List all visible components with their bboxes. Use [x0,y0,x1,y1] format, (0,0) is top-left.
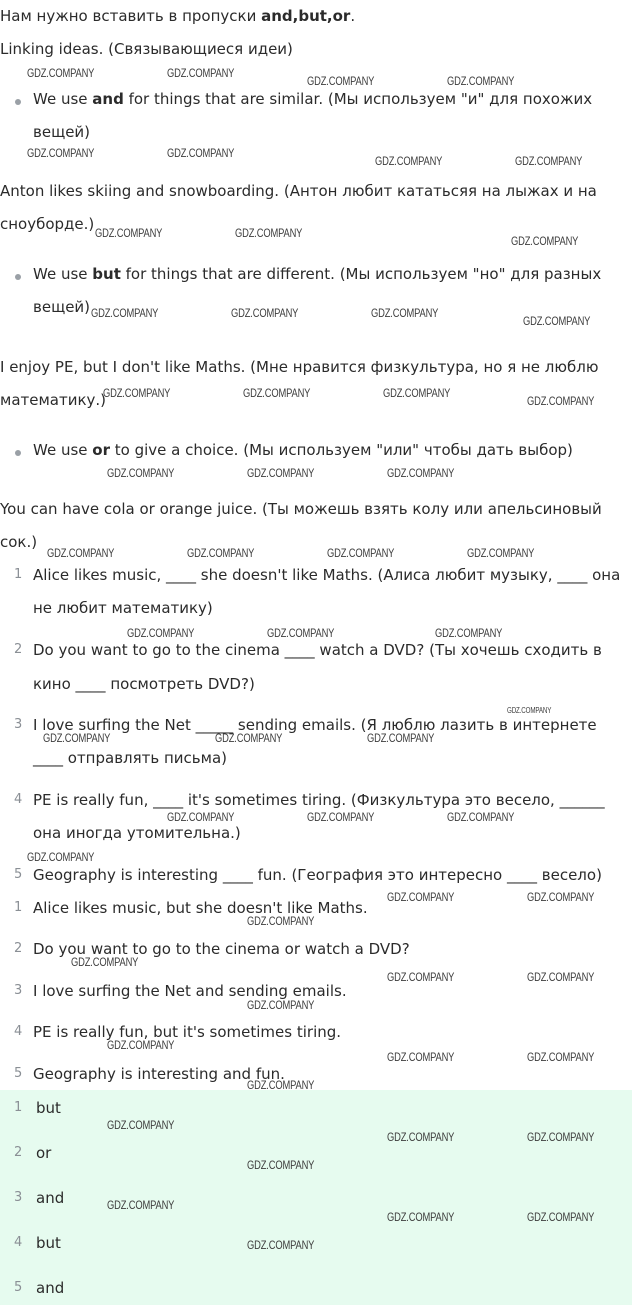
watermark: GDZ.COMPANY [435,626,503,640]
bullet-icon [15,274,21,280]
but-example-line2: математику.) [0,391,107,409]
watermark: GDZ.COMPANY [71,955,139,969]
watermark: GDZ.COMPANY [167,146,235,160]
watermark: GDZ.COMPANY [527,1050,595,1064]
answer-word: and [36,1189,65,1207]
completed-number: 5 [14,1066,23,1081]
watermark: GDZ.COMPANY [387,466,455,480]
but-rule-line2: вещей) [33,298,91,316]
watermark: GDZ.COMPANY [527,970,595,984]
completed-number: 3 [14,983,23,998]
watermark: GDZ.COMPANY [243,386,311,400]
watermark: GDZ.COMPANY [527,1130,595,1144]
but-word: but [92,265,121,283]
watermark: GDZ.COMPANY [327,546,395,560]
but-example-line1: I enjoy PE, but I don't like Maths. (Мне нравится физкультура, но я не люблю [0,358,599,376]
and-example-line1: Anton likes skiing and snowboarding. (Антон любит катaтьсяя на лыжах и на [0,182,597,200]
watermark: GDZ.COMPANY [375,154,443,168]
watermark: GDZ.COMPANY [267,626,335,640]
and-rule-line2: вещей) [33,123,91,141]
answer-word: but [36,1099,61,1117]
watermark: GDZ.COMPANY [247,466,315,480]
answers-panel [0,1090,632,1305]
watermark: GDZ.COMPANY [107,466,175,480]
exercise-number: 5 [14,867,23,882]
watermark: GDZ.COMPANY [523,314,591,328]
intro-bold: and,but,or [261,7,351,25]
watermark: GDZ.COMPANY [167,66,235,80]
watermark: GDZ.COMPANY [27,66,95,80]
watermark: GDZ.COMPANY [387,1130,455,1144]
exercise-1-line2: не любит математику) [33,599,213,617]
watermark: GDZ.COMPANY [215,731,283,745]
watermark: GDZ.COMPANY [507,706,552,715]
answer-number: 4 [14,1235,23,1250]
exercise-5-line1: Geography is interesting ____ fun. (География это интересно ____ весело) [33,866,602,884]
exercise-4-line1: PE is really fun, ____ it's sometimes tiring. (Физкультура это весело, ______ [33,791,605,809]
completed-sentence: Geography is interesting and fun. [33,1065,285,1083]
exercise-number: 2 [14,642,23,657]
watermark: GDZ.COMPANY [47,546,115,560]
and-word: and [92,90,124,108]
completed-number: 1 [14,900,23,915]
exercise-number: 4 [14,792,23,807]
completed-number: 2 [14,941,23,956]
answer-word: or [36,1144,52,1162]
bullet-icon [15,450,21,456]
exercise-number: 3 [14,717,23,732]
watermark: GDZ.COMPANY [447,810,515,824]
intro-text: Нам нужно вставить в пропуски [0,7,262,25]
and-example-line2: сноуборде.) [0,215,95,233]
watermark: GDZ.COMPANY [515,154,583,168]
watermark: GDZ.COMPANY [247,998,315,1012]
exercise-4-line2: она иногда утомительна.) [33,824,241,842]
but-rule-line1: We use but for things that are different. (Мы используем "но" для разных [33,265,602,283]
watermark: GDZ.COMPANY [387,1210,455,1224]
intro-line [0,6,355,26]
watermark: GDZ.COMPANY [27,146,95,160]
watermark: GDZ.COMPANY [167,810,235,824]
watermark: GDZ.COMPANY [187,546,255,560]
watermark: GDZ.COMPANY [247,1238,315,1252]
exercise-3-line1: I love surfing the Net _____ sending emails. (Я люблю лазить в интернете [33,716,597,734]
watermark: GDZ.COMPANY [103,386,171,400]
watermark: GDZ.COMPANY [107,1118,175,1132]
answer-number: 5 [14,1280,23,1295]
watermark: GDZ.COMPANY [107,1038,175,1052]
watermark: GDZ.COMPANY [371,306,439,320]
watermark: GDZ.COMPANY [247,1158,315,1172]
watermark: GDZ.COMPANY [247,1078,315,1092]
or-example-line1: You can have cola or orange juice. (Ты можешь взять колу или апельсиновый [0,500,602,518]
intro-suffix: . [350,7,356,25]
completed-sentence: I love surfing the Net and sending emails. [33,982,347,1000]
watermark: GDZ.COMPANY [467,546,535,560]
watermark: GDZ.COMPANY [91,306,159,320]
watermark: GDZ.COMPANY [107,1198,175,1212]
exercise-number: 1 [14,567,23,582]
watermark: GDZ.COMPANY [235,226,303,240]
linking-heading: Linking ideas. (Связывающиеся идеи) [0,40,293,58]
watermark: GDZ.COMPANY [387,890,455,904]
exercise-3-line2: ____ отправлять письма) [33,749,228,767]
answer-word: and [36,1279,65,1297]
answer-number: 2 [14,1145,23,1160]
and-rule-line1: We use and for things that are similar. (Мы используем "и" для похожих [33,90,593,108]
watermark: GDZ.COMPANY [527,1210,595,1224]
completed-sentence: Do you want to go to the cinema or watch a DVD? [33,940,410,958]
watermark: GDZ.COMPANY [367,731,435,745]
watermark: GDZ.COMPANY [231,306,299,320]
watermark: GDZ.COMPANY [27,850,95,864]
watermark: GDZ.COMPANY [387,970,455,984]
answer-word: but [36,1234,61,1252]
answer-number: 1 [14,1100,23,1115]
watermark: GDZ.COMPANY [307,810,375,824]
or-example-line2: сок.) [0,533,38,551]
completed-sentence: Alice likes music, but she doesn't like Maths. [33,899,368,917]
watermark: GDZ.COMPANY [387,1050,455,1064]
watermark: GDZ.COMPANY [527,394,595,408]
watermark: GDZ.COMPANY [307,74,375,88]
or-rule-line1: We use or to give a choice. (Мы используем "или" чтобы дать выбор) [33,441,573,459]
completed-number: 4 [14,1024,23,1039]
exercise-2-line1: Do you want to go to the cinema ____ watch a DVD? (Ты хочешь сходить в [33,641,602,659]
watermark: GDZ.COMPANY [127,626,195,640]
or-word: or [92,441,110,459]
watermark: GDZ.COMPANY [527,890,595,904]
watermark: GDZ.COMPANY [447,74,515,88]
exercise-1-line1: Alice likes music, ____ she doesn't like Maths. (Алиса любит музыку, ____ она [33,566,621,584]
bullet-icon [15,99,21,105]
watermark: GDZ.COMPANY [43,731,111,745]
watermark: GDZ.COMPANY [247,914,315,928]
exercise-2-line2: кино ____ посмотреть DVD?) [33,675,255,693]
watermark: GDZ.COMPANY [383,386,451,400]
watermark: GDZ.COMPANY [511,234,579,248]
answer-number: 3 [14,1190,23,1205]
watermark: GDZ.COMPANY [95,226,163,240]
completed-sentence: PE is really fun, but it's sometimes tiring. [33,1023,342,1041]
